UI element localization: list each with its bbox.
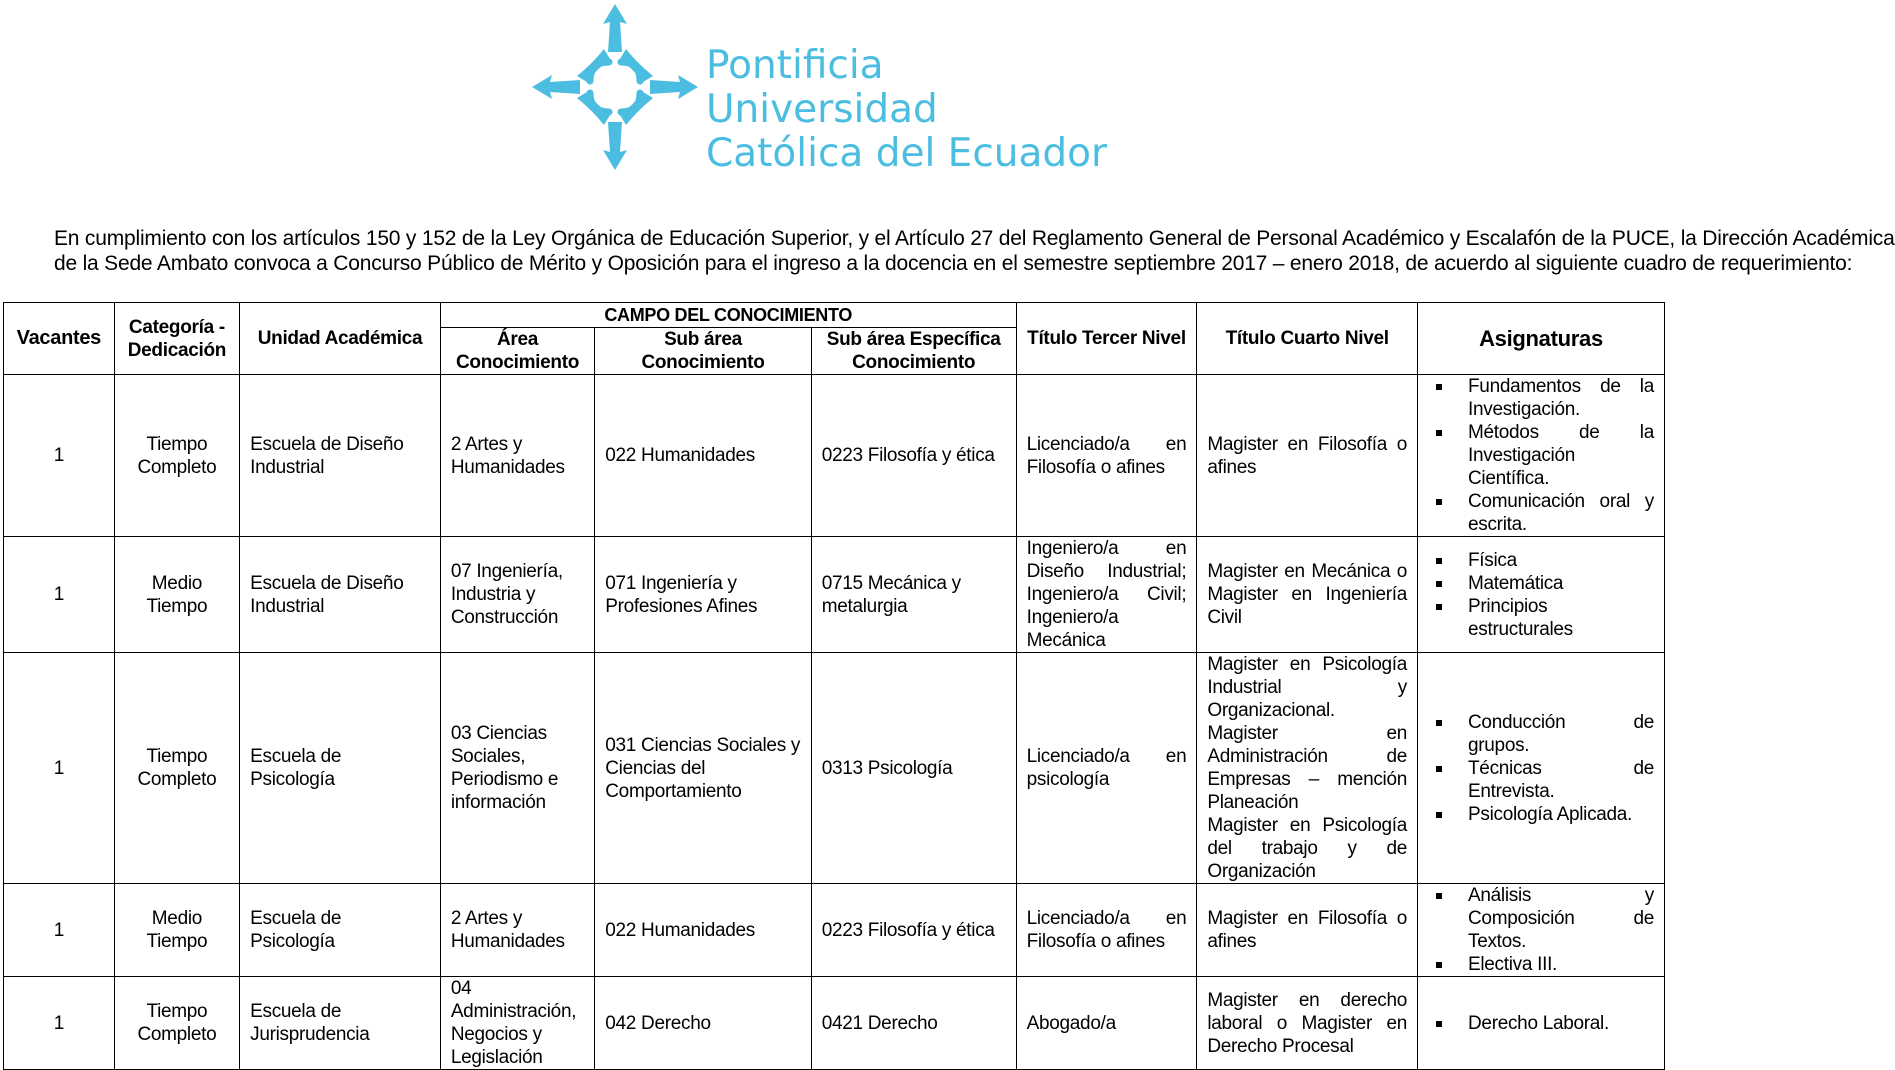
cell-vacantes: 1 <box>4 537 115 653</box>
cell-vacantes: 1 <box>4 884 115 977</box>
cell-subarea: 042 Derecho <box>595 977 811 1070</box>
cell-area: 04 Administración, Negocios y Legislación <box>440 977 594 1070</box>
list-item: Electiva III. <box>1468 953 1654 976</box>
header-vacantes: Vacantes <box>4 303 115 375</box>
cell-subarea-especifica: 0421 Derecho <box>811 977 1016 1070</box>
cell-categoria: Tiempo Completo <box>114 977 239 1070</box>
intro-paragraph <box>54 226 1895 276</box>
cell-subarea: 022 Humanidades <box>595 884 811 977</box>
cuarto-option-3: Magister en Psicología del trabajo y de Organización <box>1207 815 1407 882</box>
logo-name-line-1: Pontificia Universidad <box>706 43 938 132</box>
table-row <box>4 375 1665 537</box>
cell-unidad: Escuela de Diseño Industrial <box>240 537 441 653</box>
cell-categoria: Tiempo Completo <box>114 375 239 537</box>
header-categoria: Categoría - Dedicación <box>114 303 239 375</box>
cell-subarea: 031 Ciencias Sociales y Ciencias del Comportamiento <box>595 653 811 884</box>
cell-area: 2 Artes y Humanidades <box>440 375 594 537</box>
list-item: Matemática <box>1468 572 1654 595</box>
cell-vacantes: 1 <box>4 653 115 884</box>
header-titulo-tercer-nivel: Título Tercer Nivel <box>1016 303 1197 375</box>
cuarto-option-2: Magister en Administración de Empresas – mención Planeación <box>1207 723 1407 813</box>
cell-titulo-tercer: Ingeniero/a en Diseño Industrial; Ingeniero/a Civil; Ingeniero/a Mecánica <box>1016 537 1197 653</box>
list-item: Comunicación oral y escrita. <box>1468 491 1654 535</box>
cell-area: 07 Ingeniería, Industria y Construcción <box>440 537 594 653</box>
header-subarea-especifica: Sub área Específica Conocimiento <box>811 328 1016 375</box>
list-item: Derecho Laboral. <box>1468 1012 1654 1035</box>
list-item: Conducción de grupos. <box>1468 711 1654 756</box>
list-item: Métodos de la Investigación Científica. <box>1468 422 1654 489</box>
cell-titulo-cuarto: Magister en Filosofía o afines <box>1197 375 1418 537</box>
header-asignaturas: Asignaturas <box>1418 303 1665 375</box>
cuarto-option-1: Magister en Psicología Industrial y Organizacional. <box>1207 654 1407 721</box>
cell-subarea-especifica: 0313 Psicología <box>811 653 1016 884</box>
cell-asignaturas <box>1418 375 1665 537</box>
cell-subarea: 022 Humanidades <box>595 375 811 537</box>
logo-name-line-2: Católica del Ecuador <box>706 131 1108 176</box>
cell-unidad: Escuela de Psicología <box>240 884 441 977</box>
university-logo <box>530 2 1110 176</box>
cell-titulo-tercer: Licenciado/a en Filosofía o afines <box>1016 884 1197 977</box>
cell-unidad: Escuela de Jurisprudencia <box>240 977 441 1070</box>
cell-asignaturas <box>1418 653 1665 884</box>
table-row <box>4 884 1665 977</box>
header-row-1 <box>4 303 1665 328</box>
cell-subarea-especifica: 0223 Filosofía y ética <box>811 375 1016 537</box>
cell-categoria: Tiempo Completo <box>114 653 239 884</box>
cell-vacantes: 1 <box>4 977 115 1070</box>
header-area: Área Conocimiento <box>440 328 594 375</box>
cell-categoria: Medio Tiempo <box>114 884 239 977</box>
cell-titulo-cuarto <box>1197 653 1418 884</box>
list-item: Psicología Aplicada. <box>1468 803 1654 826</box>
intro-line-2: de la Sede Ambato convoca a Concurso Público de Mérito y Oposición para el ingreso a la docencia en el semestre septiembre 2017 – enero 2018, de acuerdo al siguiente cuadro de requerimiento: <box>54 252 1853 275</box>
cell-subarea: 071 Ingeniería y Profesiones Afines <box>595 537 811 653</box>
cell-subarea-especifica: 0715 Mecánica y metalurgia <box>811 537 1016 653</box>
cell-area: 03 Ciencias Sociales, Periodismo e información <box>440 653 594 884</box>
table-row <box>4 977 1665 1070</box>
cell-titulo-cuarto: Magister en Mecánica o Magister en Ingeniería Civil <box>1197 537 1418 653</box>
cross-emblem-icon <box>530 2 700 172</box>
cell-titulo-cuarto: Magister en derecho laboral o Magister en Derecho Procesal <box>1197 977 1418 1070</box>
list-item: Análisis y Composición de Textos. <box>1468 885 1654 952</box>
list-item: Fundamentos de la Investigación. <box>1468 376 1654 420</box>
cell-asignaturas <box>1418 884 1665 977</box>
cell-asignaturas <box>1418 977 1665 1070</box>
list-item: Principios estructurales <box>1468 595 1654 641</box>
list-item: Técnicas de Entrevista. <box>1468 757 1654 802</box>
header-subarea: Sub área Conocimiento <box>595 328 811 375</box>
cell-vacantes: 1 <box>4 375 115 537</box>
cell-titulo-tercer: Licenciado/a en psicología <box>1016 653 1197 884</box>
table-row <box>4 537 1665 653</box>
cell-asignaturas <box>1418 537 1665 653</box>
cell-categoria: Medio Tiempo <box>114 537 239 653</box>
header-titulo-cuarto-nivel: Título Cuarto Nivel <box>1197 303 1418 375</box>
cell-area: 2 Artes y Humanidades <box>440 884 594 977</box>
intro-line-1: En cumplimiento con los artículos 150 y 152 de la Ley Orgánica de Educación Superior, y el Artículo 27 del Reglamento General de Personal Académico y Escalafón de la PUCE, la Dirección Académica <box>54 227 1895 250</box>
list-item: Física <box>1468 549 1654 572</box>
cell-titulo-tercer: Abogado/a <box>1016 977 1197 1070</box>
table-row <box>4 653 1665 884</box>
cell-unidad: Escuela de Diseño Industrial <box>240 375 441 537</box>
requirements-table <box>3 302 1665 1070</box>
header-unidad: Unidad Académica <box>240 303 441 375</box>
cell-unidad: Escuela de Psicología <box>240 653 441 884</box>
cell-titulo-cuarto: Magister en Filosofía o afines <box>1197 884 1418 977</box>
cell-titulo-tercer: Licenciado/a en Filosofía o afines <box>1016 375 1197 537</box>
header-campo-conocimiento: CAMPO DEL CONOCIMIENTO <box>440 303 1016 328</box>
cell-subarea-especifica: 0223 Filosofía y ética <box>811 884 1016 977</box>
